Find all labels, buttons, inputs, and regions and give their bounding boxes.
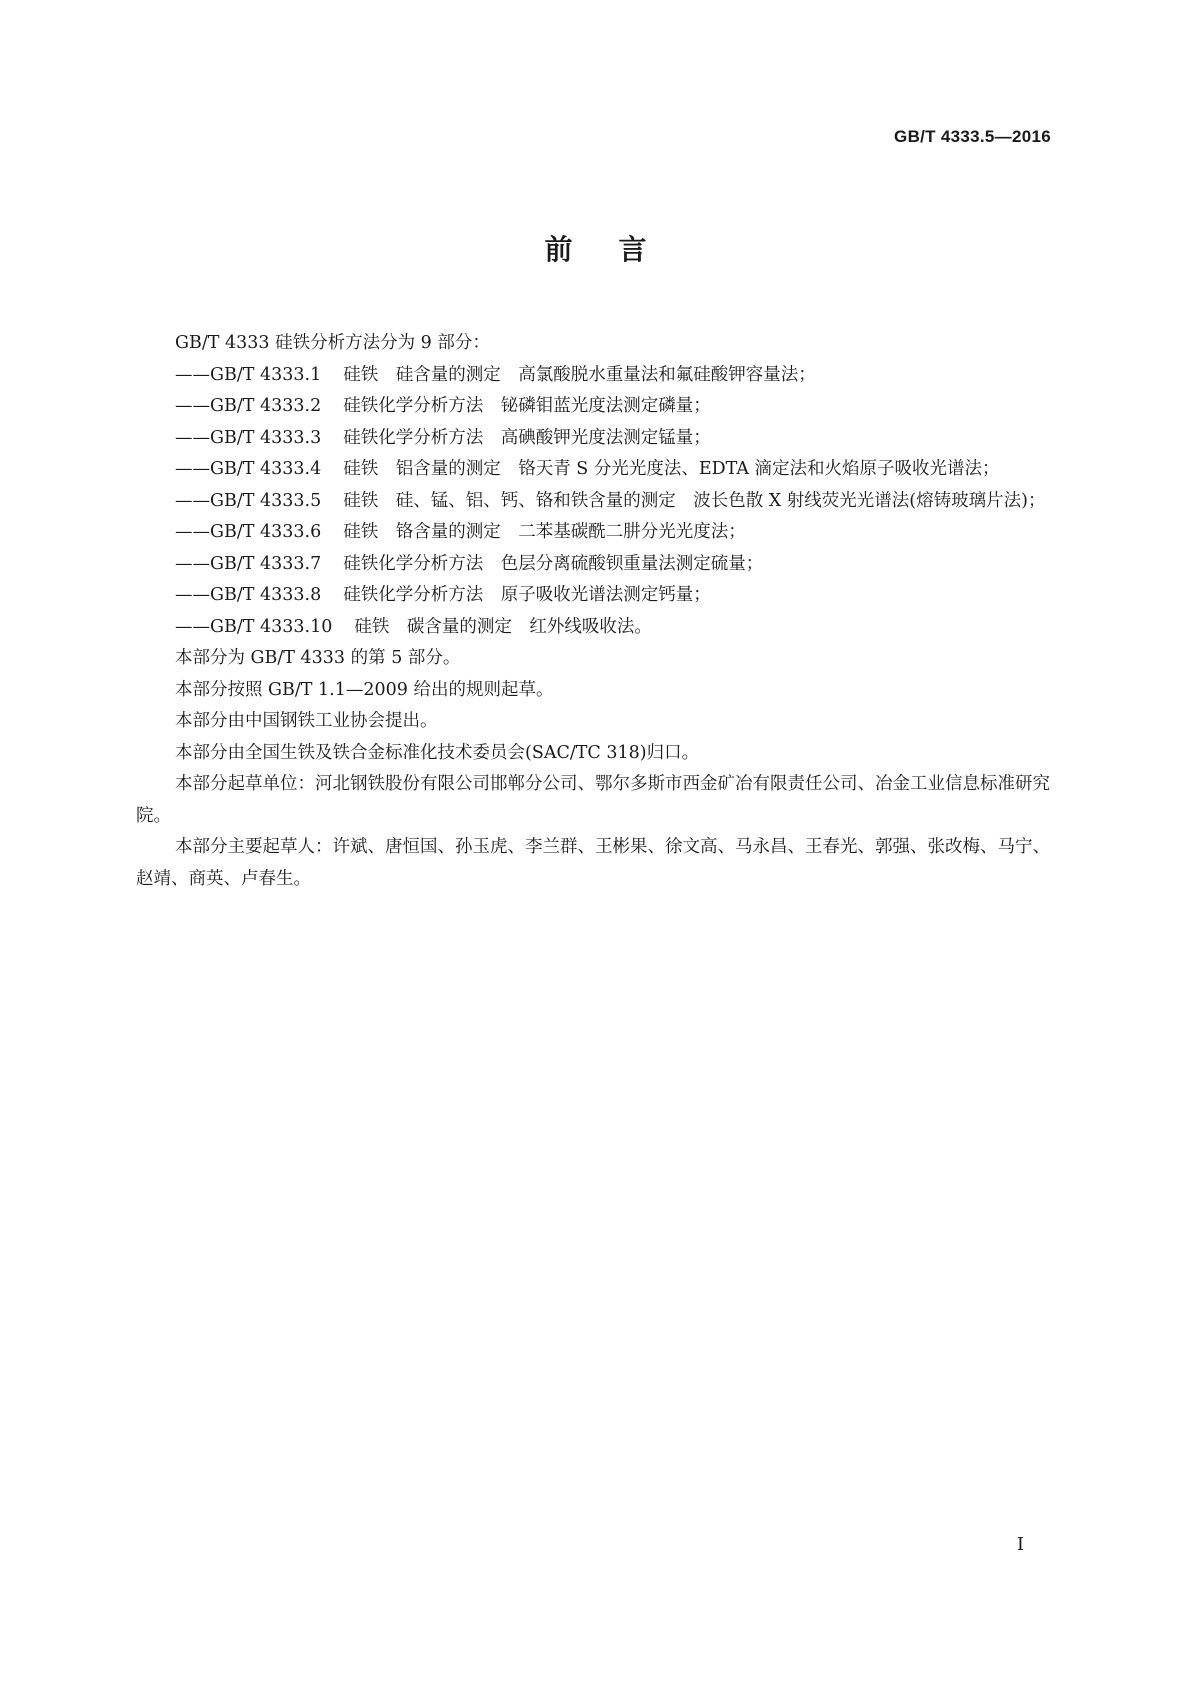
list-item — [136, 454, 1054, 486]
list-item — [136, 580, 1054, 612]
page-title: 前言 — [544, 233, 693, 266]
item-text: 硅铁 硅含量的测定 高氯酸脱水重量法和氟硅酸钾容量法； — [343, 364, 816, 385]
item-text: 硅铁 铝含量的测定 铬天青 S 分光光度法、EDTA 滴定法和火焰原子吸收光谱法； — [343, 459, 1000, 479]
item-code: GB/T 4333.8 — [210, 585, 322, 605]
item-code: GB/T 4333.10 — [210, 616, 333, 637]
item-text: 硅铁化学分析方法 高碘酸钾光度法测定锰量； — [343, 427, 711, 448]
item-dash: —— — [175, 459, 210, 479]
drafters-paragraph: 本部分主要起草人：许斌、唐恒国、孙玉虎、李兰群、王彬果、徐文高、马永昌、王春光、郭强、张改梅、马宁、赵靖、商英、卢春生。 — [136, 837, 1050, 889]
item-text: 硅铁化学分析方法 色层分离硫酸钡重量法测定硫量； — [343, 553, 764, 574]
item-text: 硅铁化学分析方法 铋磷钼蓝光度法测定磷量； — [343, 396, 711, 416]
item-code: GB/T 4333.4 — [210, 459, 322, 479]
committee-paragraph: 本部分由全国生铁及铁合金标准化技术委员会(SAC/TC 318)归口。 — [175, 742, 700, 763]
item-dash: —— — [175, 427, 210, 448]
item-dash: —— — [175, 616, 210, 637]
item-dash: —— — [175, 364, 210, 385]
item-code: GB/T 4333.7 — [210, 553, 322, 574]
drafting-rules-paragraph: 本部分按照 GB/T 1.1—2009 给出的规则起草。 — [175, 679, 554, 700]
proposer-paragraph: 本部分由中国钢铁工业协会提出。 — [175, 711, 438, 731]
item-code: GB/T 4333.6 — [210, 522, 322, 542]
list-item — [136, 360, 1054, 392]
item-code: GB/T 4333.3 — [210, 427, 322, 448]
item-code: GB/T 4333.5 — [210, 490, 322, 511]
item-dash: —— — [175, 396, 210, 416]
item-text: 硅铁化学分析方法 原子吸收光谱法测定钙量； — [343, 585, 711, 605]
drafting-units-paragraph: 本部分起草单位：河北钢铁股份有限公司邯郸分公司、鄂尔多斯市西金矿冶有限责任公司、冶金工业信息标准研究院。 — [136, 774, 1050, 826]
item-dash: —— — [175, 522, 210, 542]
list-item — [136, 517, 1054, 549]
list-item — [136, 486, 1054, 518]
item-text: 硅铁 铬含量的测定 二苯基碳酰二肼分光光度法； — [343, 522, 746, 542]
list-item — [136, 549, 1054, 581]
item-text: 硅铁 碳含量的测定 红外线吸收法。 — [354, 616, 652, 637]
page-number: I — [1016, 1534, 1024, 1555]
item-code: GB/T 4333.1 — [210, 364, 322, 385]
item-code: GB/T 4333.2 — [210, 396, 322, 416]
list-item — [136, 423, 1054, 455]
intro-paragraph: GB/T 4333 硅铁分析方法分为 9 部分： — [175, 333, 490, 353]
part-number-paragraph: 本部分为 GB/T 4333 的第 5 部分。 — [175, 648, 461, 668]
item-text: 硅铁 硅、锰、铝、钙、铬和铁含量的测定 波长色散 X 射线荧光光谱法(熔铸玻璃片法)； — [343, 490, 1046, 511]
parts-list — [136, 360, 1054, 644]
standard-code: GB/T 4333.5—2016 — [894, 127, 1051, 146]
item-dash: —— — [175, 553, 210, 574]
foreword-body — [136, 328, 1054, 895]
list-item — [136, 391, 1054, 423]
item-dash: —— — [175, 585, 210, 605]
list-item — [136, 612, 1054, 644]
item-dash: —— — [175, 490, 210, 511]
